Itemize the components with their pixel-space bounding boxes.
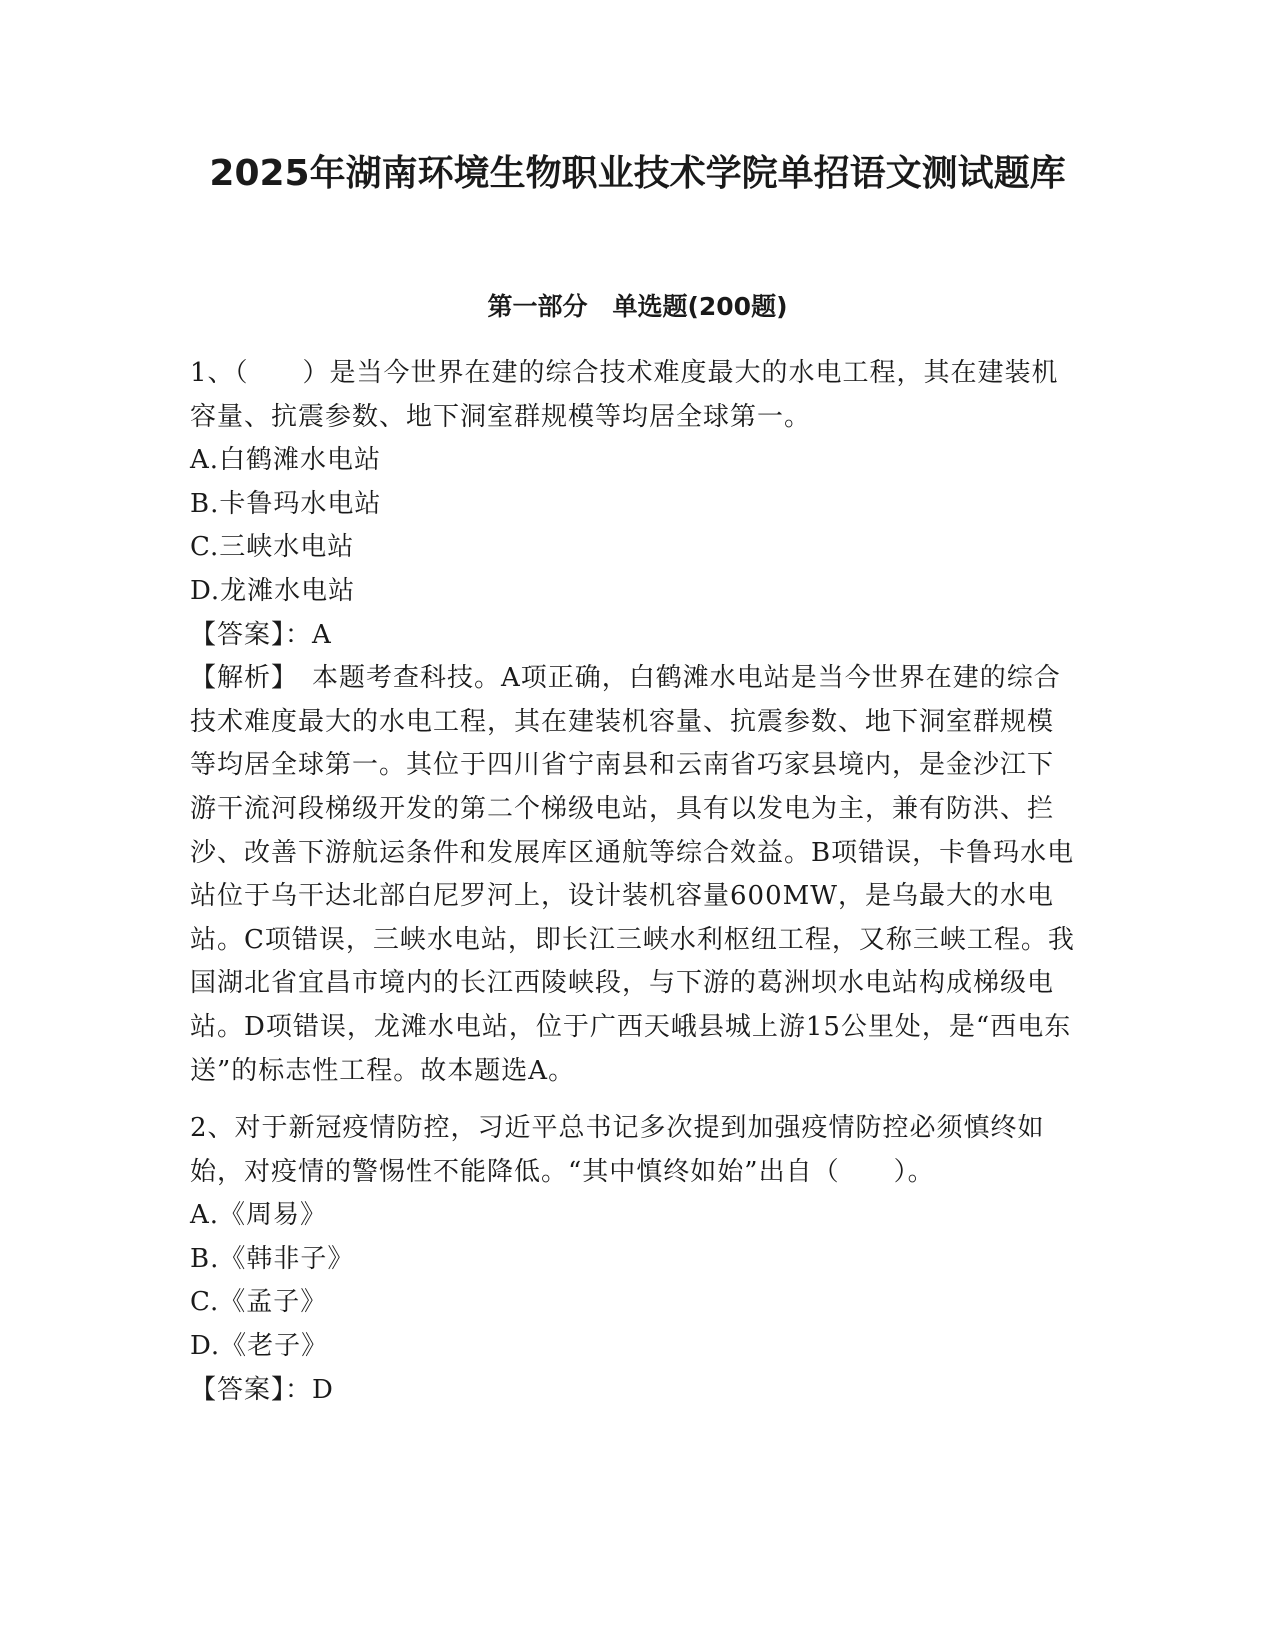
question-stem: 2、对于新冠疫情防控，习近平总书记多次提到加强疫情防控必须慎终如始，对疫情的警惕性不能降低。“其中慎终如始”出自（ ）。 (190, 1113, 1045, 1187)
option-d: D.《老子》 (190, 1331, 329, 1362)
question-list (190, 352, 1075, 1412)
answer-line (190, 1369, 1075, 1413)
question-stem: 1、（ ）是当今世界在建的综合技术难度最大的水电工程，其在建装机容量、抗震参数、地下洞室群规模等均居全球第一。 (190, 358, 1059, 432)
document-title: 2025年湖南环境生物职业技术学院单招语文测试题库 (209, 153, 1066, 194)
option-c: C.三峡水电站 (190, 532, 355, 563)
answer-label: 【答案】： (190, 619, 313, 650)
analysis-label: 【解析】 (190, 663, 286, 694)
option-a: A.白鹤滩水电站 (190, 445, 382, 476)
question-1 (190, 352, 1075, 1093)
answer-value: D (312, 1374, 334, 1405)
analysis-text: 本题考查科技。A项正确，白鹤滩水电站是当今世界在建的综合技术难度最大的水电工程，其在建装机容量、抗震参数、地下洞室群规模等均居全球第一。其位于四川省宁南县和云南省巧家县境内，是金沙江下游干流河段梯级开发的第二个梯级电站，具有以发电为主，兼有防洪、拦沙、改善下游航运条件和发展库区通航等综合效益。B项错误，卡鲁玛水电站位于乌干达北部白尼罗河上，设计装机容量600MW，是乌最大的水电站。C项错误，三峡水电站，即长江三峡水利枢纽工程，又称三峡工程。我国湖北省宜昌市境内的长江西陵峡段，与下游的葛洲坝水电站构成梯级电站。D项错误，龙滩水电站，位于广西天峨县城上游15公里处，是“西电东送”的标志性工程。故本题选A。 (190, 663, 1075, 1086)
analysis-paragraph (190, 657, 1075, 1093)
option-b: B.《韩非子》 (190, 1243, 355, 1274)
option-c: C.《孟子》 (190, 1287, 328, 1318)
answer-label: 【答案】： (190, 1374, 313, 1405)
answer-line (190, 614, 1075, 658)
section-heading: 第一部分 单选题(200题) (487, 292, 788, 321)
option-d: D.龙滩水电站 (190, 575, 356, 606)
question-2 (190, 1107, 1075, 1412)
answer-value: A (312, 619, 332, 650)
option-b: B.卡鲁玛水电站 (190, 488, 382, 519)
option-a: A.《周易》 (190, 1200, 328, 1231)
